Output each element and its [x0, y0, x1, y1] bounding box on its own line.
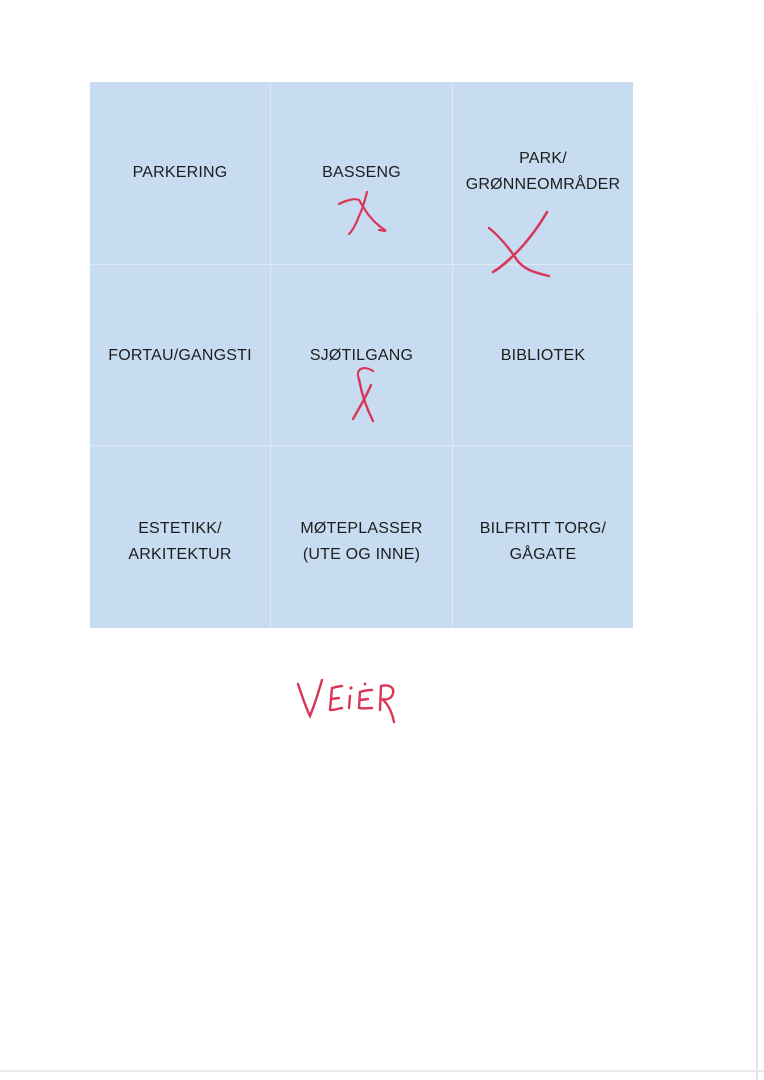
check-x-mark-icon: [337, 365, 387, 429]
option-grid: [90, 82, 633, 628]
cell-label: ESTETIKK/: [138, 520, 222, 537]
grid-cell-bibliotek: [453, 265, 633, 446]
cell-label: SJØTILGANG: [309, 347, 414, 364]
handwritten-note-veier: [292, 668, 402, 728]
grid-cell-moteplasser: [271, 446, 453, 628]
grid-cell-sjotilgang: [271, 265, 453, 446]
cell-label: GÅGATE: [509, 546, 577, 563]
scan-edge-bottom: [0, 1070, 764, 1072]
cell-label: PARK/: [519, 150, 567, 167]
cell-label: (UTE OG INNE): [302, 546, 421, 563]
grid-cell-parkering: [90, 82, 271, 265]
scan-edge-right: [756, 0, 758, 1080]
cell-label: GRØNNEOMRÅDER: [465, 176, 621, 193]
cell-label: MØTEPLASSER: [300, 520, 423, 537]
grid-cell-estetikk: [90, 446, 271, 628]
cell-label: FORTAU/GANGSTI: [108, 347, 252, 364]
grid-cell-fortau: [90, 265, 271, 446]
check-x-mark-icon: [333, 190, 393, 240]
cell-label: BASSENG: [322, 164, 401, 181]
cell-label: PARKERING: [132, 164, 228, 181]
grid-cell-park: [453, 82, 633, 265]
cell-label: BILFRITT TORG/: [479, 520, 607, 537]
cell-label: ARKITEKTUR: [128, 546, 232, 563]
cell-label: BIBLIOTEK: [500, 347, 586, 364]
grid-cell-bilfritt-torg: [453, 446, 633, 628]
grid-cell-basseng: [271, 82, 453, 265]
